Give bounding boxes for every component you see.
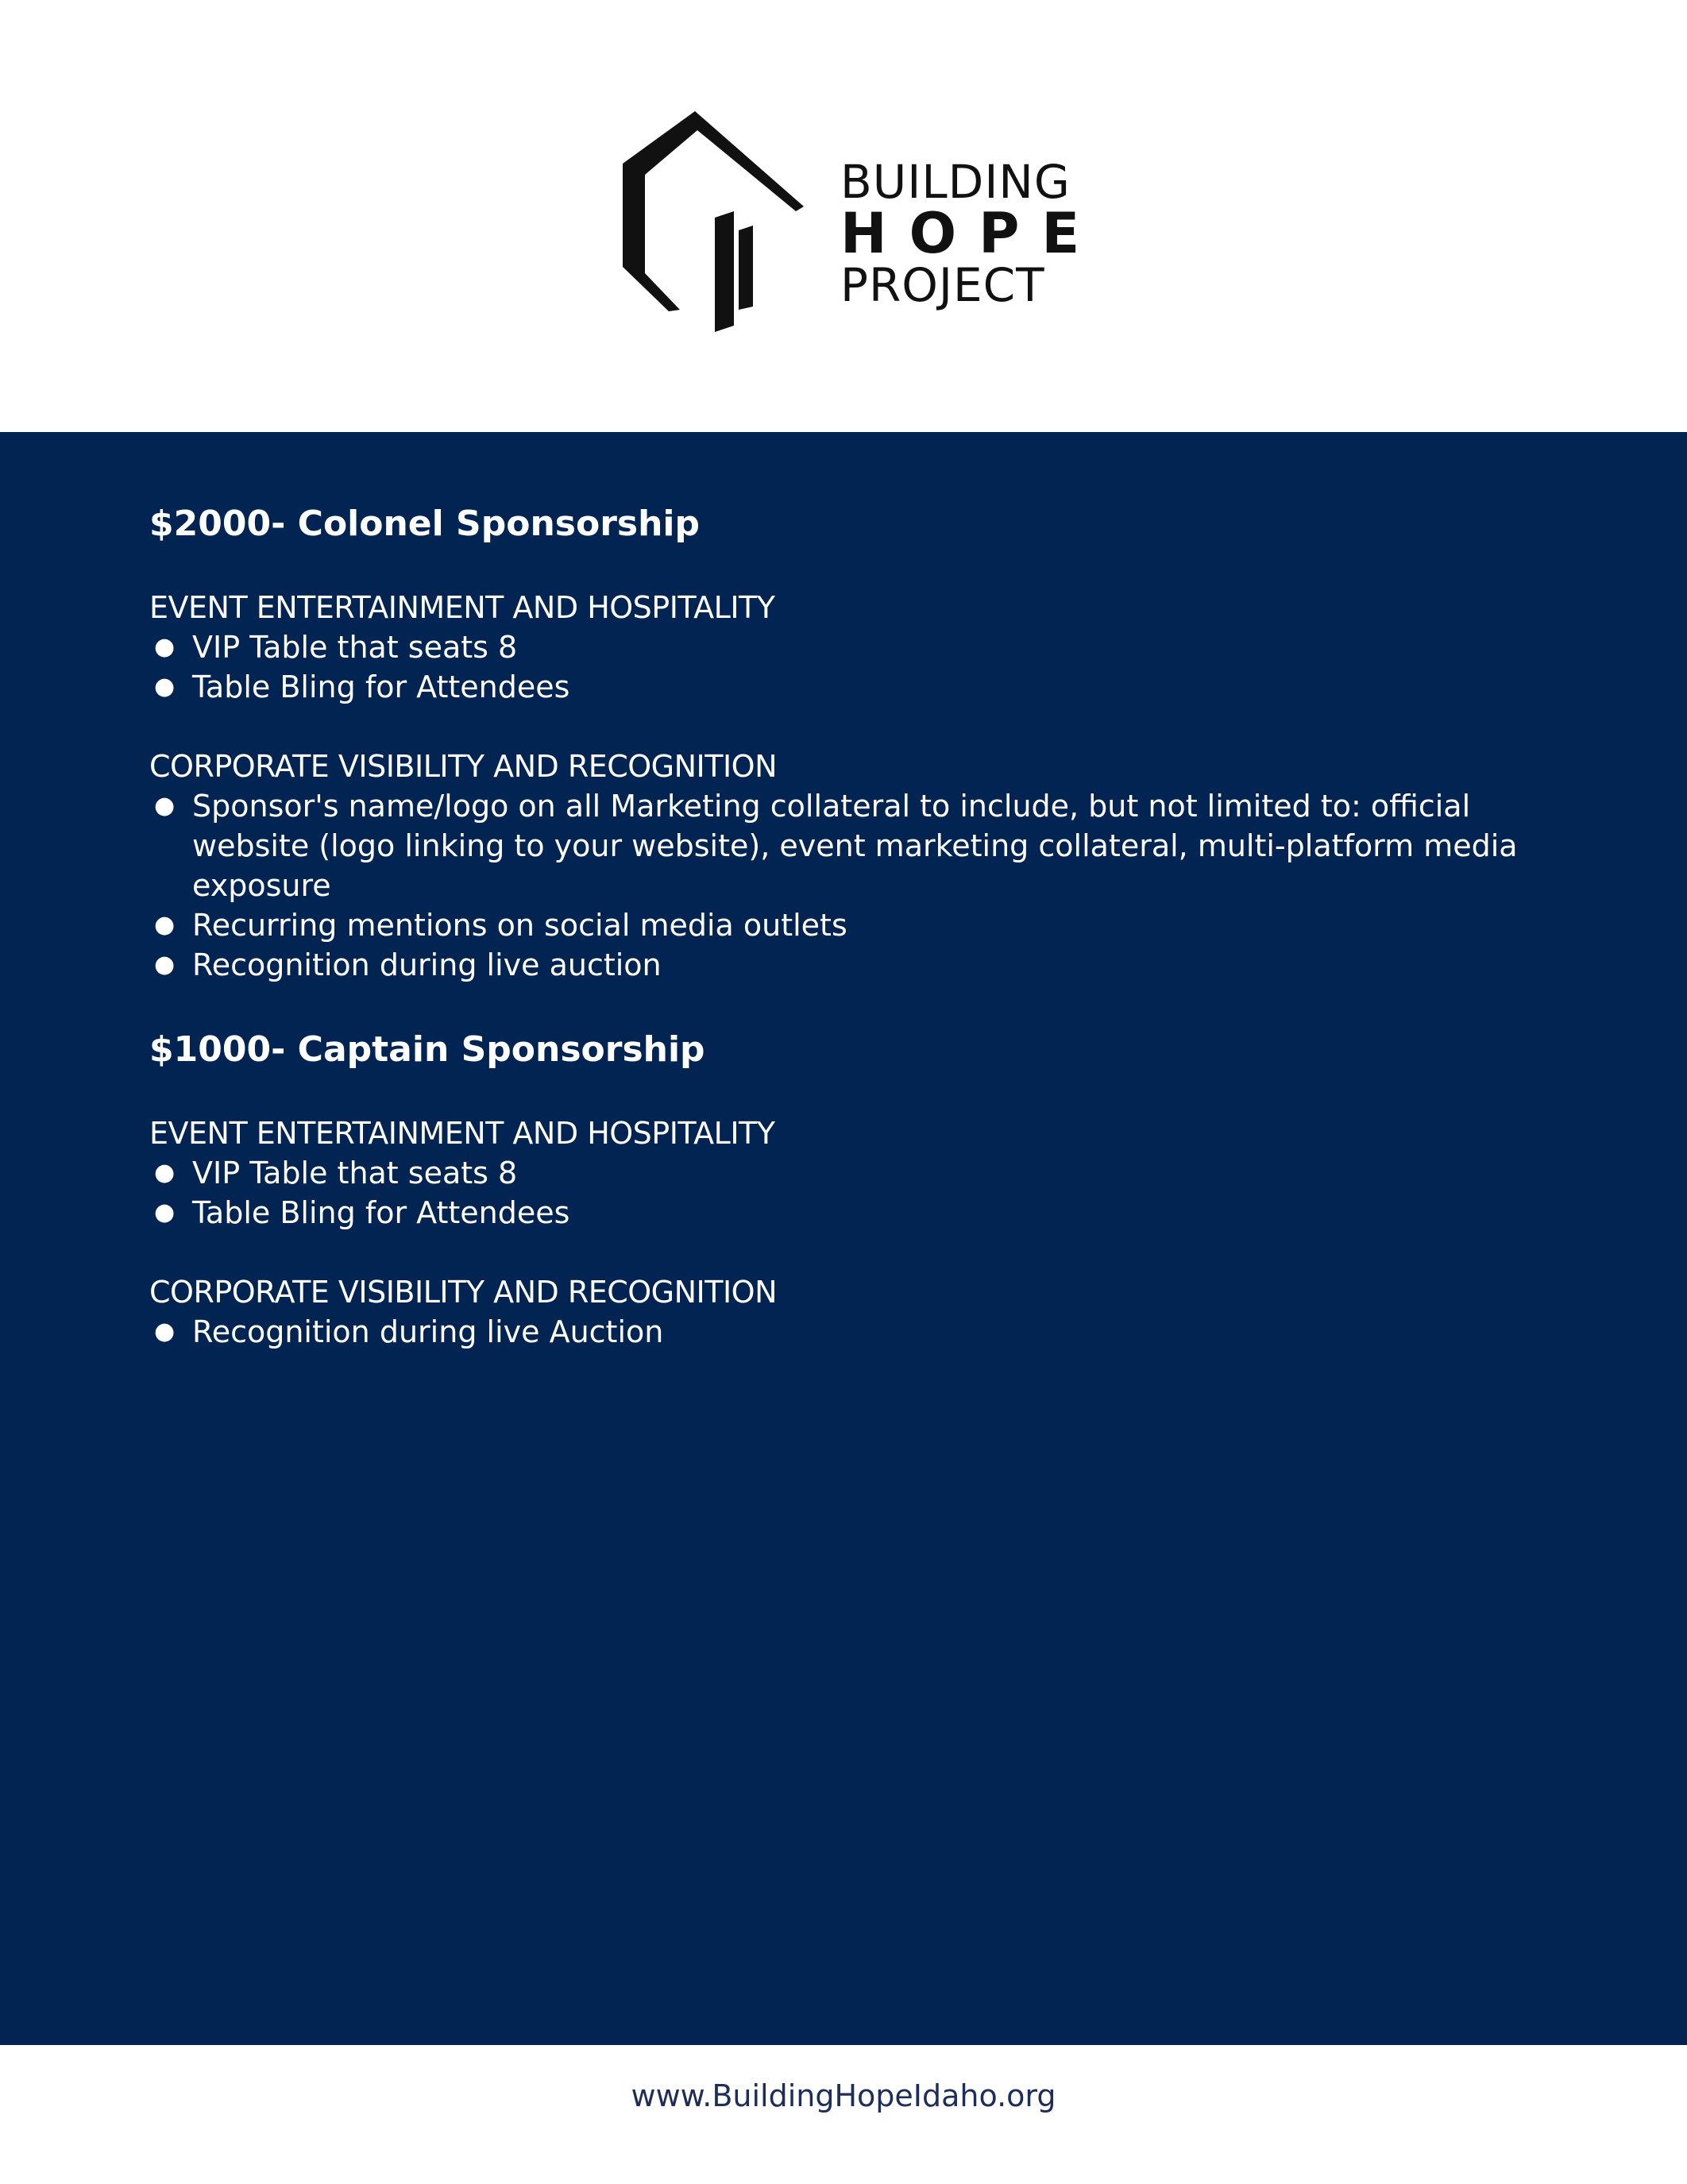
benefit-list: [149, 1312, 1579, 1352]
bullet-icon: ●: [154, 951, 176, 978]
logo-line-project: PROJECT: [840, 258, 1045, 312]
benefit-list: [149, 1153, 1579, 1233]
benefit-group-hospitality: [149, 1113, 1579, 1233]
item-text: Recurring mentions on social media outlets: [192, 908, 847, 943]
tier-title: $2000- Colonel Sponsorship: [149, 504, 700, 544]
building-hope-project-logo: [620, 111, 1102, 334]
sponsorship-content: [149, 500, 1579, 1352]
bullet-icon: ●: [154, 673, 176, 700]
list-item: [149, 786, 1579, 905]
list-item: [149, 667, 1579, 707]
item-text: Table Bling for Attendees: [192, 669, 570, 704]
list-item: [149, 1153, 1579, 1193]
list-item: [149, 1193, 1579, 1233]
item-text: Table Bling for Attendees: [192, 1195, 570, 1230]
sponsorship-panel: [0, 432, 1687, 2045]
group-heading: CORPORATE VISIBILITY AND RECOGNITION: [149, 749, 778, 784]
item-text: VIP Table that seats 8: [192, 1156, 518, 1190]
benefit-list: [149, 627, 1579, 707]
logo-wordmark: [840, 157, 1102, 310]
list-item: [149, 945, 1579, 985]
bullet-icon: ●: [154, 1318, 176, 1345]
tier-captain: [149, 1026, 1579, 1352]
group-heading: CORPORATE VISIBILITY AND RECOGNITION: [149, 1275, 778, 1310]
website-link[interactable]: www.BuildingHopeIdaho.org: [631, 2078, 1056, 2113]
list-item: [149, 1312, 1579, 1352]
bullet-icon: ●: [154, 1159, 176, 1187]
benefit-group-visibility: [149, 1272, 1579, 1352]
footer: [0, 2045, 1687, 2184]
tier-title: $1000- Captain Sponsorship: [149, 1029, 705, 1070]
list-item: [149, 627, 1579, 667]
bullet-icon: ●: [154, 1198, 176, 1226]
header: [0, 0, 1687, 432]
item-text: VIP Table that seats 8: [192, 630, 518, 665]
benefit-group-hospitality: [149, 588, 1579, 707]
bullet-icon: ●: [154, 633, 176, 661]
benefit-group-visibility: [149, 747, 1579, 985]
item-text: Recognition during live auction: [192, 947, 662, 982]
bullet-icon: ●: [154, 792, 176, 820]
tier-colonel: [149, 500, 1579, 985]
item-text: Sponsor's name/logo on all Marketing collateral to include, but not limited to: official website (logo linking to your website), event marketing collateral, multi-platform media exposure: [192, 789, 1518, 903]
logo-line-hope: HOPE: [840, 201, 1102, 266]
benefit-list: [149, 786, 1579, 985]
group-heading: EVENT ENTERTAINMENT AND HOSPITALITY: [149, 1116, 775, 1151]
bullet-icon: ●: [154, 911, 176, 939]
item-text: Recognition during live Auction: [192, 1314, 664, 1349]
list-item: [149, 905, 1579, 945]
house-outline-icon: [620, 111, 818, 334]
logo-line-building: BUILDING: [840, 155, 1071, 209]
group-heading: EVENT ENTERTAINMENT AND HOSPITALITY: [149, 590, 775, 625]
